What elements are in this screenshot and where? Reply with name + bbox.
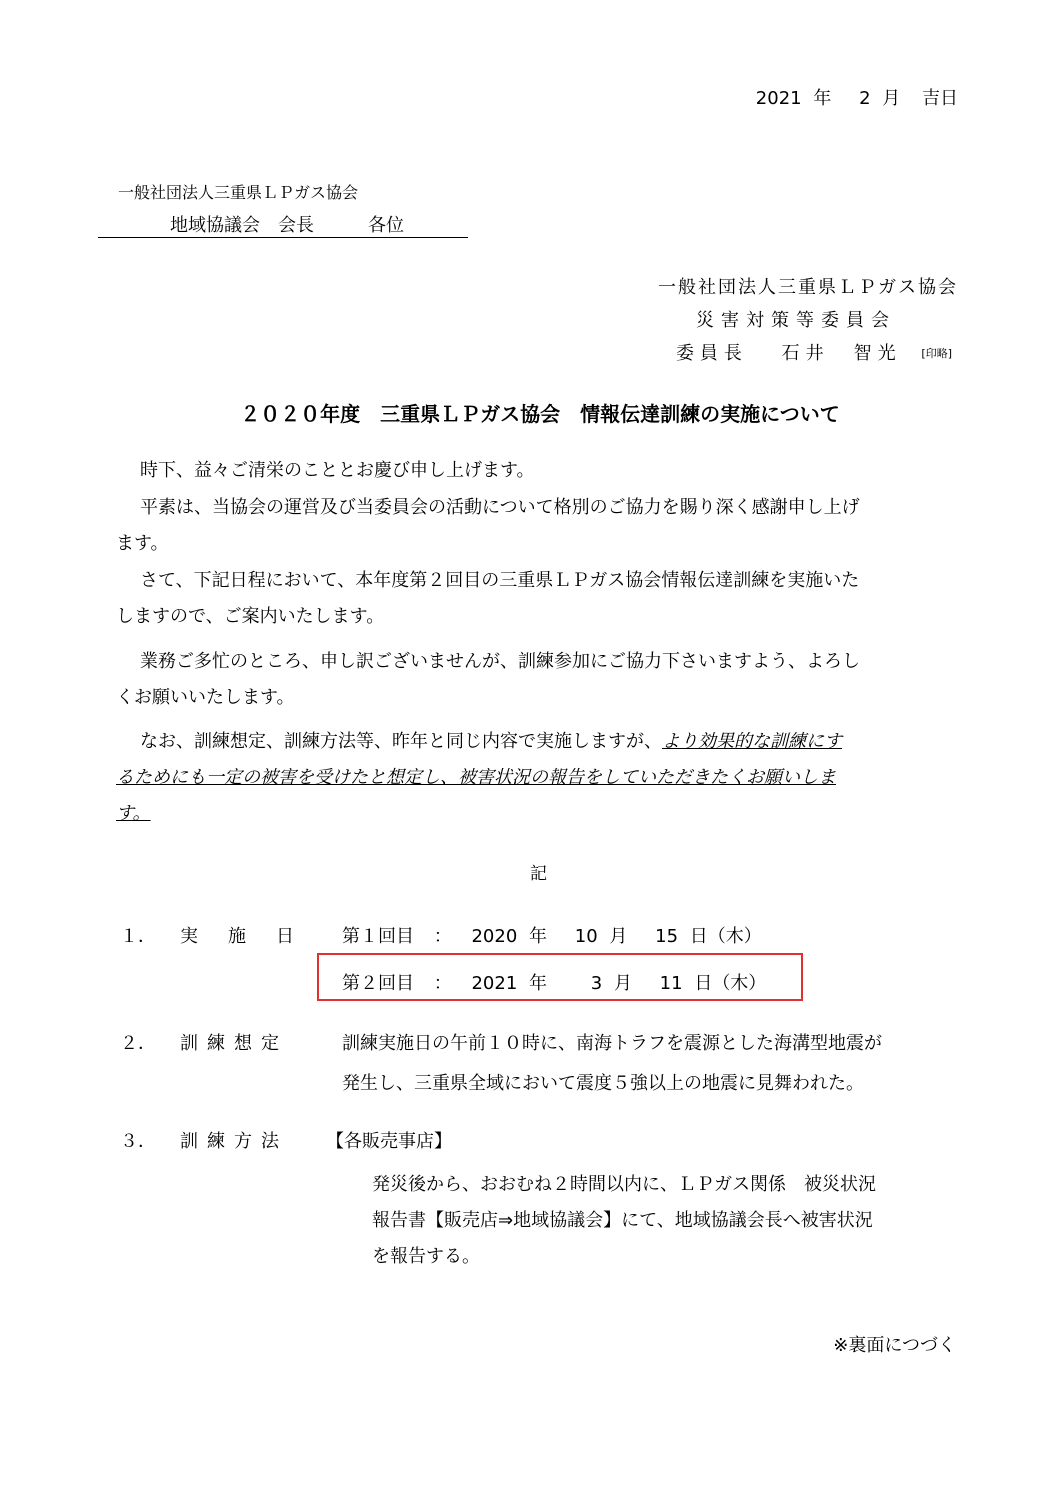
body-paragraph-5-line-2: るためにも一定の被害を受けたと想定し、被害状況の報告をしていただきたくお願いしま <box>116 767 836 788</box>
round-2-colon: ： <box>433 973 452 994</box>
round-1-month: 10 <box>574 926 598 947</box>
round-2-month: 3 <box>590 973 603 994</box>
item-1-label: 実施日 <box>180 926 324 947</box>
sender-org: 一般社団法人三重県ＬＰガス協会 <box>658 277 958 298</box>
item-2-line-1: 訓練実施日の午前１０時に、南海トラフを震源とした海溝型地震が <box>342 1033 882 1054</box>
body-paragraph-5-emphasis-start: より効果的な訓練にす <box>662 731 842 752</box>
item-2-number: ２． <box>120 1033 156 1054</box>
recipient-org: 一般社団法人三重県ＬＰガス協会 <box>118 183 359 202</box>
body-paragraph-2-line-2: ます。 <box>116 533 169 554</box>
round-1-day: 15 <box>655 926 679 947</box>
body-paragraph-4-line-2: くお願いいたします。 <box>116 687 295 708</box>
body-paragraph-3-line-2: しますので、ご案内いたします。 <box>116 606 385 627</box>
ki-marker: 記 <box>530 864 547 884</box>
round-1-month-unit: 月 <box>609 926 628 947</box>
round-1-day-unit: 日 <box>689 926 708 947</box>
sender-chair <box>676 339 952 365</box>
sender-chair-name: 石井 智光 <box>781 343 902 364</box>
issue-date-day: 吉日 <box>922 88 958 109</box>
round-1-year-unit: 年 <box>529 926 548 947</box>
item-3-number: ３． <box>120 1131 156 1152</box>
item-3-line-3: を報告する。 <box>372 1246 480 1267</box>
issue-date-year: 2021 <box>755 88 802 109</box>
item-2-line-2: 発生し、三重県全域において震度５強以上の地震に見舞われた。 <box>342 1073 864 1094</box>
item-1-number: １． <box>120 926 156 947</box>
round-2-year-unit: 年 <box>529 973 548 994</box>
sender-committee: 災害対策等委員会 <box>696 310 896 331</box>
item-1-round-1 <box>342 922 762 948</box>
item-3-line-1: 発災後から、おおむね２時間以内に、ＬＰガス関係 被災状況 <box>372 1174 876 1195</box>
item-2-label: 訓練想定 <box>180 1033 288 1054</box>
seal-omitted-mark: [印略] <box>921 347 952 360</box>
body-paragraph-5-line-3: す。 <box>116 803 151 824</box>
body-paragraph-2-line-1: 平素は、当協会の運営及び当委員会の活動について格別のご協力を賜り深く感謝申し上げ <box>140 497 860 518</box>
body-paragraph-5-line-1 <box>116 731 842 753</box>
round-2-day-unit: 日 <box>694 973 713 994</box>
document-title: ２０２０年度 三重県ＬＰガス協会 情報伝達訓練の実施について <box>240 402 840 426</box>
issue-date-year-unit: 年 <box>813 88 832 109</box>
body-paragraph-1: 時下、益々ご清栄のこととお慶び申し上げます。 <box>140 460 535 481</box>
issue-date-month-unit: 月 <box>882 88 901 109</box>
round-1-weekday: （木） <box>707 926 762 947</box>
continued-on-back-note: ※裏面につづく <box>833 1335 956 1356</box>
recipient-name: 地域協議会 会長 各位 <box>170 215 404 236</box>
issue-date <box>756 84 958 110</box>
item-1-round-2 <box>342 969 766 995</box>
round-2-day: 11 <box>659 973 683 994</box>
round-1-colon: ： <box>433 926 452 947</box>
round-2-year: 2021 <box>471 973 518 994</box>
issue-date-month: 2 <box>859 88 871 109</box>
body-paragraph-5-plain: なお、訓練想定、訓練方法等、昨年と同じ内容で実施しますが、 <box>140 731 662 752</box>
body-paragraph-3-line-1: さて、下記日程において、本年度第２回目の三重県ＬＰガス協会情報伝達訓練を実施いた <box>140 570 860 591</box>
sender-chair-title: 委員長 <box>675 343 748 364</box>
body-paragraph-4-line-1: 業務ご多忙のところ、申し訳ございませんが、訓練参加にご協力下さいますよう、よろし <box>140 651 860 672</box>
round-2-weekday: （木） <box>712 973 767 994</box>
round-1-label: 第１回目 <box>342 926 414 947</box>
item-3-line-2: 報告書【販売店⇒地域協議会】にて、地域協議会長へ被害状況 <box>372 1210 873 1231</box>
item-3-label: 訓練方法 <box>180 1131 288 1152</box>
round-2-month-unit: 月 <box>613 973 632 994</box>
recipient-underline <box>98 237 468 238</box>
item-3-heading: 【各販売事店】 <box>326 1131 452 1152</box>
round-2-label: 第２回目 <box>342 973 414 994</box>
round-1-year: 2020 <box>471 926 518 947</box>
